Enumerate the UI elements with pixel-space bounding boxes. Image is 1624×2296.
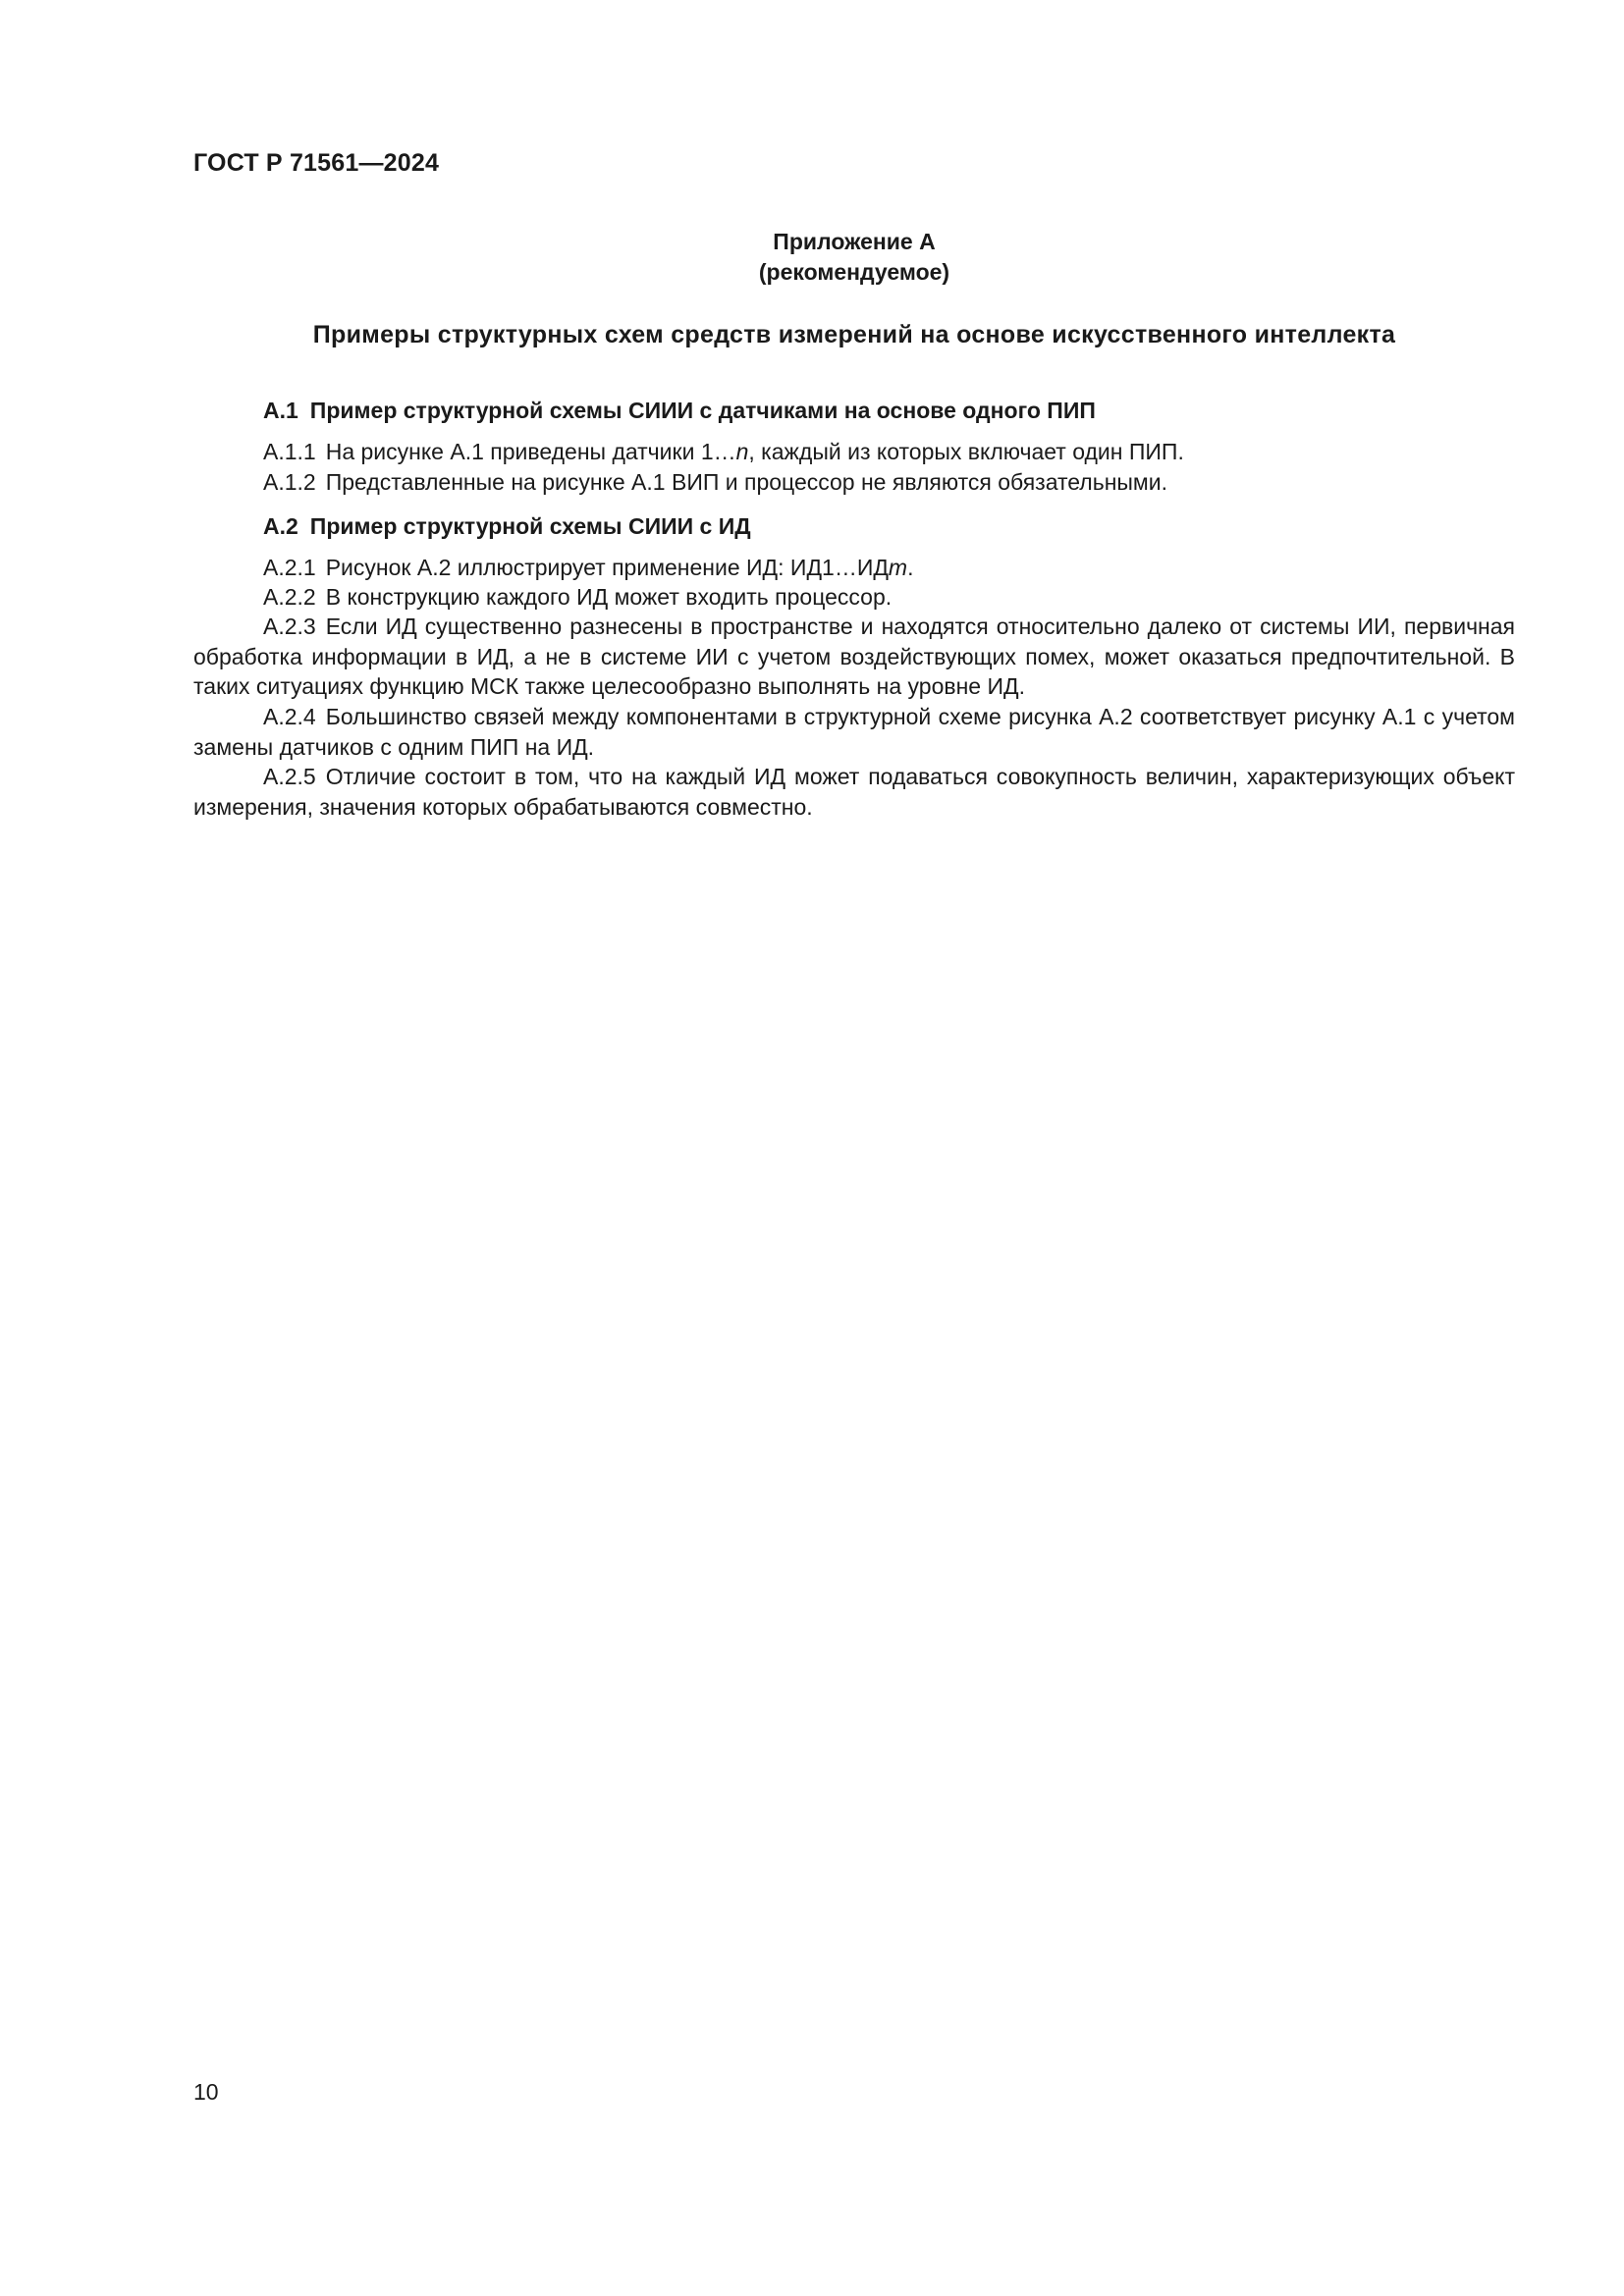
paragraph-text: Если ИД существенно разнесены в пространстве и находятся относительно далеко от системы ИИ, первичная обработка информации в ИД, а не в системе ИИ с учетом воздействующих помех, может оказаться предпочтительной. В таких ситуациях функцию МСК также целесообразно выполнять на уровне ИД. (193, 614, 1515, 699)
paragraph-text: Большинство связей между компонентами в структурной схеме рисунка А.2 соответствует рисунку А.1 с учетом замены датчиков с одним ПИП на ИД. (193, 704, 1515, 760)
paragraph-number: А.2.4 (263, 704, 316, 729)
paragraph-a1-2 (193, 467, 1515, 498)
paragraph-number: А.1.1 (263, 439, 316, 464)
document-id-header: ГОСТ Р 71561—2024 (193, 149, 440, 177)
paragraph-a2-3 (193, 612, 1515, 702)
section-heading-a1 (263, 398, 1096, 424)
paragraph-a1-1 (193, 437, 1515, 467)
paragraph-text-end: , каждый из которых включает один ПИП. (748, 439, 1184, 464)
annex-status: (рекомендуемое) (758, 259, 950, 285)
paragraph-a2-4 (193, 702, 1515, 762)
italic-variable: m (888, 555, 908, 580)
paragraph-text-start: Рисунок А.2 иллюстрирует применение ИД: ИД1…ИД (325, 555, 889, 580)
section-number: А.2 (263, 513, 298, 539)
paragraph-text: Отличие состоит в том, что на каждый ИД может подаваться совокупность величин, характеризующих объект измерения, значения которых обрабатываются совместно. (193, 764, 1515, 820)
annex-main-heading: Примеры структурных схем средств измерений на основе искусственного интеллекта (312, 321, 1396, 348)
section-title: Пример структурной схемы СИИИ с датчиками на основе одного ПИП (309, 398, 1096, 423)
paragraph-number: А.1.2 (263, 469, 316, 495)
section-title: Пример структурной схемы СИИИ с ИД (309, 513, 751, 539)
paragraph-number: А.2.1 (263, 555, 316, 580)
paragraph-text-end: . (907, 555, 914, 580)
paragraph-a2-5 (193, 762, 1515, 822)
paragraph-number: А.2.2 (263, 584, 316, 610)
annex-title: Приложение А (773, 229, 936, 254)
page-number: 10 (193, 2079, 219, 2105)
paragraph-text-start: На рисунке А.1 приведены датчики 1… (325, 439, 736, 464)
paragraph-number: А.2.3 (263, 614, 316, 639)
section-heading-a2 (263, 513, 751, 540)
paragraph-text: В конструкцию каждого ИД может входить процессор. (325, 584, 893, 610)
paragraph-a2-1 (193, 553, 1515, 583)
section-number: А.1 (263, 398, 298, 423)
paragraph-number: А.2.5 (263, 764, 316, 789)
paragraph-a2-2 (193, 582, 1515, 613)
paragraph-text: Представленные на рисунке А.1 ВИП и процессор не являются обязательными. (325, 469, 1167, 495)
italic-variable: n (735, 439, 749, 464)
